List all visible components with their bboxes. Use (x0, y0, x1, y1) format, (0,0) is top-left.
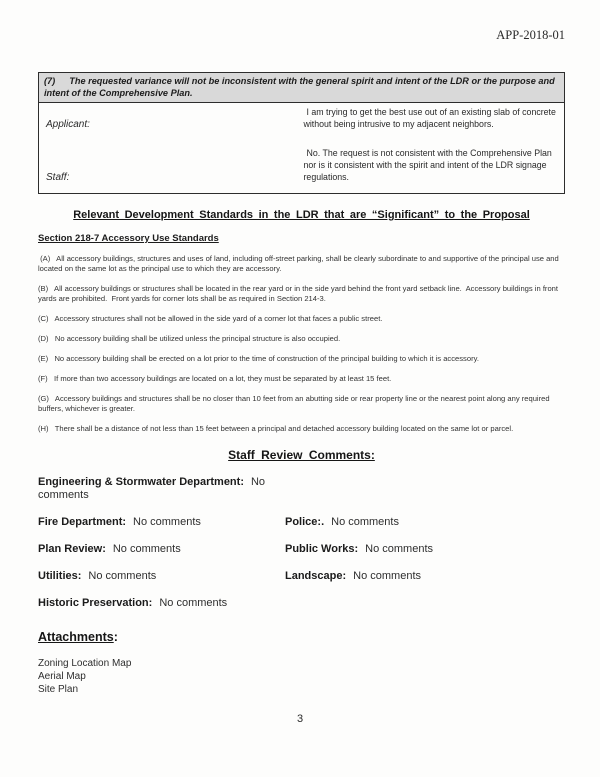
attachment-item-aerial-map: Aerial Map (38, 671, 86, 682)
dept-engineering-label: Engineering & Stormwater Department: (38, 476, 244, 488)
variance-question-text: The requested variance will not be inconsistent with the general spirit and intent of the LDR or the purpose and intent of the Comprehensive Plan. (44, 76, 555, 98)
staff-response: No. The request is not consistent with the Comprehensive Plan nor is it consistent with the spirit and intent of the LDR signage regulations. (303, 148, 552, 182)
dept-utilities-value: No comments (88, 570, 157, 582)
variance-item-number: (7) (44, 76, 56, 86)
page-number: 3 (296, 713, 304, 725)
dept-plan-review-label: Plan Review: (38, 543, 106, 555)
variance-table (38, 72, 565, 194)
standard-item-d: (D) No accessory building shall be utilized unless the principal structure is also occupied. (38, 334, 341, 343)
dept-police-label: Police:. (285, 516, 325, 528)
dept-police-value: No comments (331, 516, 399, 528)
staff-review-heading: Staff Review Comments: (228, 448, 375, 462)
dept-fire-label: Fire Department: (38, 516, 127, 528)
applicant-label: Applicant: (46, 119, 90, 130)
standard-item-h: (H) There shall be a distance of not less than 15 feet between a principal and detached accessory building located on the same lot or parcel. (38, 424, 514, 433)
variance-question-cell (39, 73, 565, 103)
attachments-heading (38, 630, 565, 644)
standard-item-c: (C) Accessory structures shall not be allowed in the side yard of a corner lot that faces a public street. (38, 314, 383, 323)
attachment-item-site-plan: Site Plan (38, 684, 79, 695)
dept-fire (38, 516, 285, 529)
dept-historic (38, 597, 285, 610)
dept-row-plan-publicworks (38, 543, 565, 556)
standard-item-a: (A) All accessory buildings, structures and uses of land, including off-street parking, shall be clearly subordinate to and supportive of the principal use and located on the same lot as the principal use to which they are accessory. (38, 254, 561, 273)
standard-item-b: (B) All accessory buildings or structures shall be located in the rear yard or in the side yard behind the front yard setback line. Accessory buildings in front yards are prohibited. Front yards for corner lots shall be as required in Section 214-3. (38, 284, 561, 303)
dept-plan-review-value: No comments (112, 543, 181, 555)
dept-landscape-label: Landscape: (285, 570, 347, 582)
dept-police (285, 516, 565, 529)
dept-row-engineering (38, 476, 565, 502)
applicant-row (39, 103, 565, 140)
attachment-item-zoning-map: Zoning Location Map (38, 658, 132, 669)
dept-historic-label: Historic Preservation: (38, 597, 153, 609)
dept-row-historic (38, 597, 565, 610)
dept-landscape-value: No comments (353, 570, 421, 582)
standard-item-e: (E) No accessory building shall be erected on a lot prior to the time of construction of the principal building to which it is accessory. (38, 354, 479, 363)
staff-row (39, 139, 565, 194)
dept-utilities (38, 570, 285, 583)
dept-public-works-value: No comments (365, 543, 434, 555)
dept-historic-value: No comments (159, 597, 228, 609)
dept-engineering (38, 476, 285, 502)
dept-row-fire-police (38, 516, 565, 529)
dept-plan-review (38, 543, 285, 556)
standard-item-f: (F) If more than two accessory buildings are located on a lot, they must be separated by at least 15 feet. (38, 374, 392, 383)
standards-heading: Relevant Development Standards in the LDR that are “Significant” to the Proposal (73, 209, 530, 221)
dept-utilities-label: Utilities: (38, 570, 82, 582)
dept-public-works-label: Public Works: (285, 543, 359, 555)
dept-row-utilities-landscape (38, 570, 565, 583)
standard-item-g: (G) Accessory buildings and structures shall be no closer than 10 feet from an abutting side or rear property line or the nearest point along any required buffers, whichever is greater. (38, 394, 552, 413)
dept-landscape (285, 570, 565, 583)
section-title: Section 218-7 Accessory Use Standards (38, 233, 219, 244)
variance-question-row (39, 73, 565, 103)
dept-fire-value: No comments (133, 516, 201, 528)
doc-reference: APP-2018-01 (496, 28, 565, 42)
applicant-response: I am trying to get the best use out of an existing slab of concrete without being intrusive to my adjacent neighbors. (303, 107, 556, 129)
dept-engineering-value: No comments (38, 476, 266, 501)
staff-label: Staff: (46, 172, 70, 183)
dept-public-works (285, 543, 565, 556)
attachments-list (38, 657, 565, 696)
attachments-heading-text: Attachments (38, 630, 114, 644)
attachments-heading-colon: : (113, 630, 118, 644)
